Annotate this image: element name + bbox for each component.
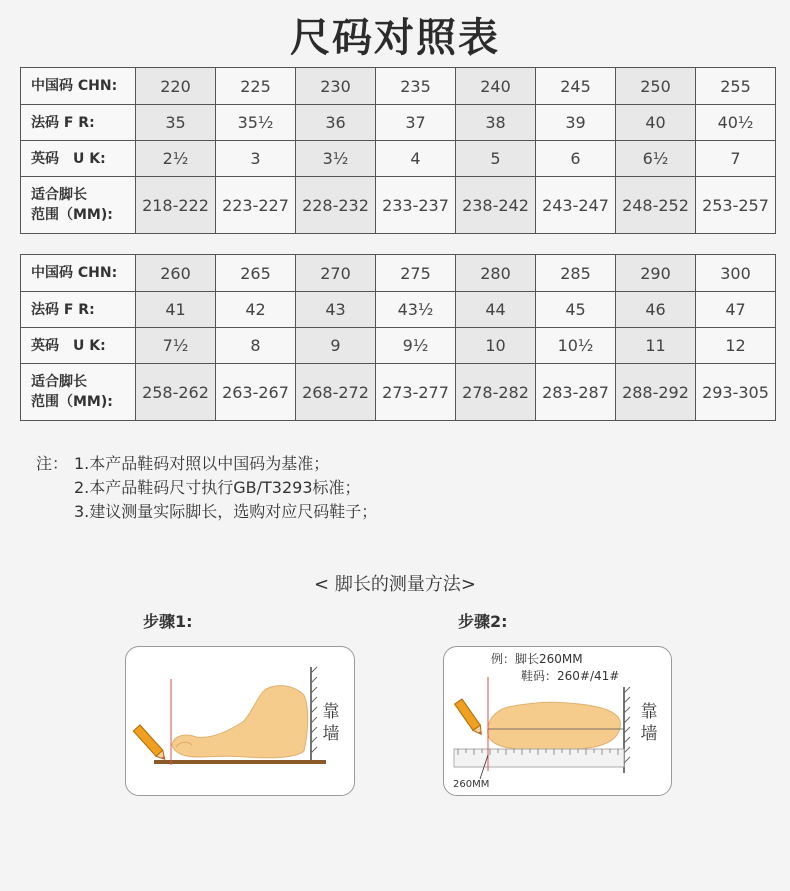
row-header-text: 法码 F R: [31, 301, 95, 318]
size-row [21, 177, 776, 234]
size-cell: 45 [536, 292, 616, 328]
row-header-text: 法码 F R: [31, 114, 95, 131]
size-cell: 258-262 [136, 364, 216, 421]
note-row [36, 500, 377, 524]
note-row [36, 452, 377, 476]
pencil-icon [455, 699, 485, 737]
notes [36, 452, 377, 524]
example-size: 鞋码：260#/41# [521, 669, 620, 683]
floor-bar [154, 760, 326, 764]
size-cell: 233-237 [376, 177, 456, 234]
size-cell: 35 [136, 105, 216, 141]
size-cell: 3 [216, 141, 296, 177]
size-row [21, 141, 776, 177]
size-cell: 5 [456, 141, 536, 177]
size-cell: 223-227 [216, 177, 296, 234]
size-cell: 36 [296, 105, 376, 141]
size-cell: 248-252 [616, 177, 696, 234]
wall-hatch [311, 667, 317, 753]
size-cell: 7 [696, 141, 776, 177]
size-cell: 243-247 [536, 177, 616, 234]
size-cell: 265 [216, 255, 296, 292]
size-row [21, 364, 776, 421]
row-header-line2: 范围（MM): [31, 394, 113, 410]
size-cell: 275 [376, 255, 456, 292]
row-header-line1: 适合脚长 [31, 374, 87, 390]
size-cell: 39 [536, 105, 616, 141]
row-header [21, 328, 136, 364]
size-cell: 9 [296, 328, 376, 364]
row-header [21, 141, 136, 177]
row-header [21, 68, 136, 105]
size-cell: 245 [536, 68, 616, 105]
size-cell: 218-222 [136, 177, 216, 234]
row-header-text: 英码 U K: [31, 150, 106, 167]
size-cell: 4 [376, 141, 456, 177]
step-2-panel [443, 646, 672, 796]
size-cell: 280 [456, 255, 536, 292]
size-cell: 268-272 [296, 364, 376, 421]
size-cell: 270 [296, 255, 376, 292]
size-cell: 285 [536, 255, 616, 292]
size-cell: 44 [456, 292, 536, 328]
size-cell: 220 [136, 68, 216, 105]
size-cell: 40 [616, 105, 696, 141]
size-cell: 3½ [296, 141, 376, 177]
row-header-text: 中国码 CHN: [31, 78, 118, 94]
notes-label: 注： [36, 454, 69, 473]
size-cell: 283-287 [536, 364, 616, 421]
size-cell: 2½ [136, 141, 216, 177]
size-cell: 238-242 [456, 177, 536, 234]
row-header [21, 255, 136, 292]
row-header [21, 364, 136, 421]
size-row [21, 255, 776, 292]
step-1-illustration [126, 647, 354, 795]
size-cell: 37 [376, 105, 456, 141]
wall-label: 靠墙 [640, 702, 658, 744]
size-cell: 7½ [136, 328, 216, 364]
size-row [21, 68, 776, 105]
row-header-text: 英码 U K: [31, 337, 106, 354]
size-table-2-body [21, 255, 776, 421]
foot-top-shape [488, 702, 621, 750]
size-cell: 288-292 [616, 364, 696, 421]
size-cell: 6 [536, 141, 616, 177]
size-row [21, 328, 776, 364]
size-cell: 250 [616, 68, 696, 105]
example-length: 例：脚长260MM [491, 652, 583, 666]
row-header-text: 中国码 CHN: [31, 265, 118, 281]
page-title: 尺码对照表 [290, 15, 500, 61]
size-table-2 [20, 254, 776, 421]
size-cell: 10½ [536, 328, 616, 364]
example-text [491, 651, 619, 685]
step-2-label: 步骤2: [458, 612, 508, 631]
size-cell: 41 [136, 292, 216, 328]
size-cell: 40½ [696, 105, 776, 141]
wall-label: 靠墙 [322, 702, 340, 744]
step-1-panel [125, 646, 355, 796]
ruler [454, 749, 624, 767]
size-cell: 9½ [376, 328, 456, 364]
size-cell: 230 [296, 68, 376, 105]
size-row [21, 292, 776, 328]
row-header-line1: 适合脚长 [31, 187, 87, 203]
size-cell: 300 [696, 255, 776, 292]
size-table-1 [20, 67, 776, 234]
size-cell: 225 [216, 68, 296, 105]
note-row [36, 476, 377, 500]
note-item: 3.建议测量实际脚长，选购对应尺码鞋子； [74, 502, 378, 521]
size-cell: 255 [696, 68, 776, 105]
size-cell: 253-257 [696, 177, 776, 234]
pencil-icon [133, 725, 168, 762]
size-cell: 42 [216, 292, 296, 328]
size-cell: 12 [696, 328, 776, 364]
size-cell: 260 [136, 255, 216, 292]
row-header [21, 105, 136, 141]
size-cell: 43½ [376, 292, 456, 328]
size-cell: 6½ [616, 141, 696, 177]
size-cell: 35½ [216, 105, 296, 141]
size-cell: 43 [296, 292, 376, 328]
note-item: 2.本产品鞋码尺寸执行GB/T3293标准； [74, 478, 361, 497]
size-cell: 278-282 [456, 364, 536, 421]
row-header [21, 292, 136, 328]
wall-hatch [624, 687, 630, 763]
size-cell: 10 [456, 328, 536, 364]
size-cell: 293-305 [696, 364, 776, 421]
size-cell: 47 [696, 292, 776, 328]
size-cell: 273-277 [376, 364, 456, 421]
row-header-line2: 范围（MM): [31, 207, 113, 223]
size-cell: 11 [616, 328, 696, 364]
step-1-label: 步骤1: [143, 612, 193, 631]
size-table-1-body [21, 68, 776, 234]
size-cell: 240 [456, 68, 536, 105]
size-row [21, 105, 776, 141]
size-cell: 228-232 [296, 177, 376, 234]
size-cell: 290 [616, 255, 696, 292]
measure-method-title: < 脚长的测量方法> [314, 574, 476, 595]
size-cell: 38 [456, 105, 536, 141]
size-cell: 8 [216, 328, 296, 364]
row-header [21, 177, 136, 234]
size-cell: 235 [376, 68, 456, 105]
size-cell: 46 [616, 292, 696, 328]
ruler-label: 260MM [453, 779, 490, 790]
foot-shape [172, 686, 308, 758]
size-cell: 263-267 [216, 364, 296, 421]
note-item: 1.本产品鞋码对照以中国码为基准； [74, 454, 330, 473]
